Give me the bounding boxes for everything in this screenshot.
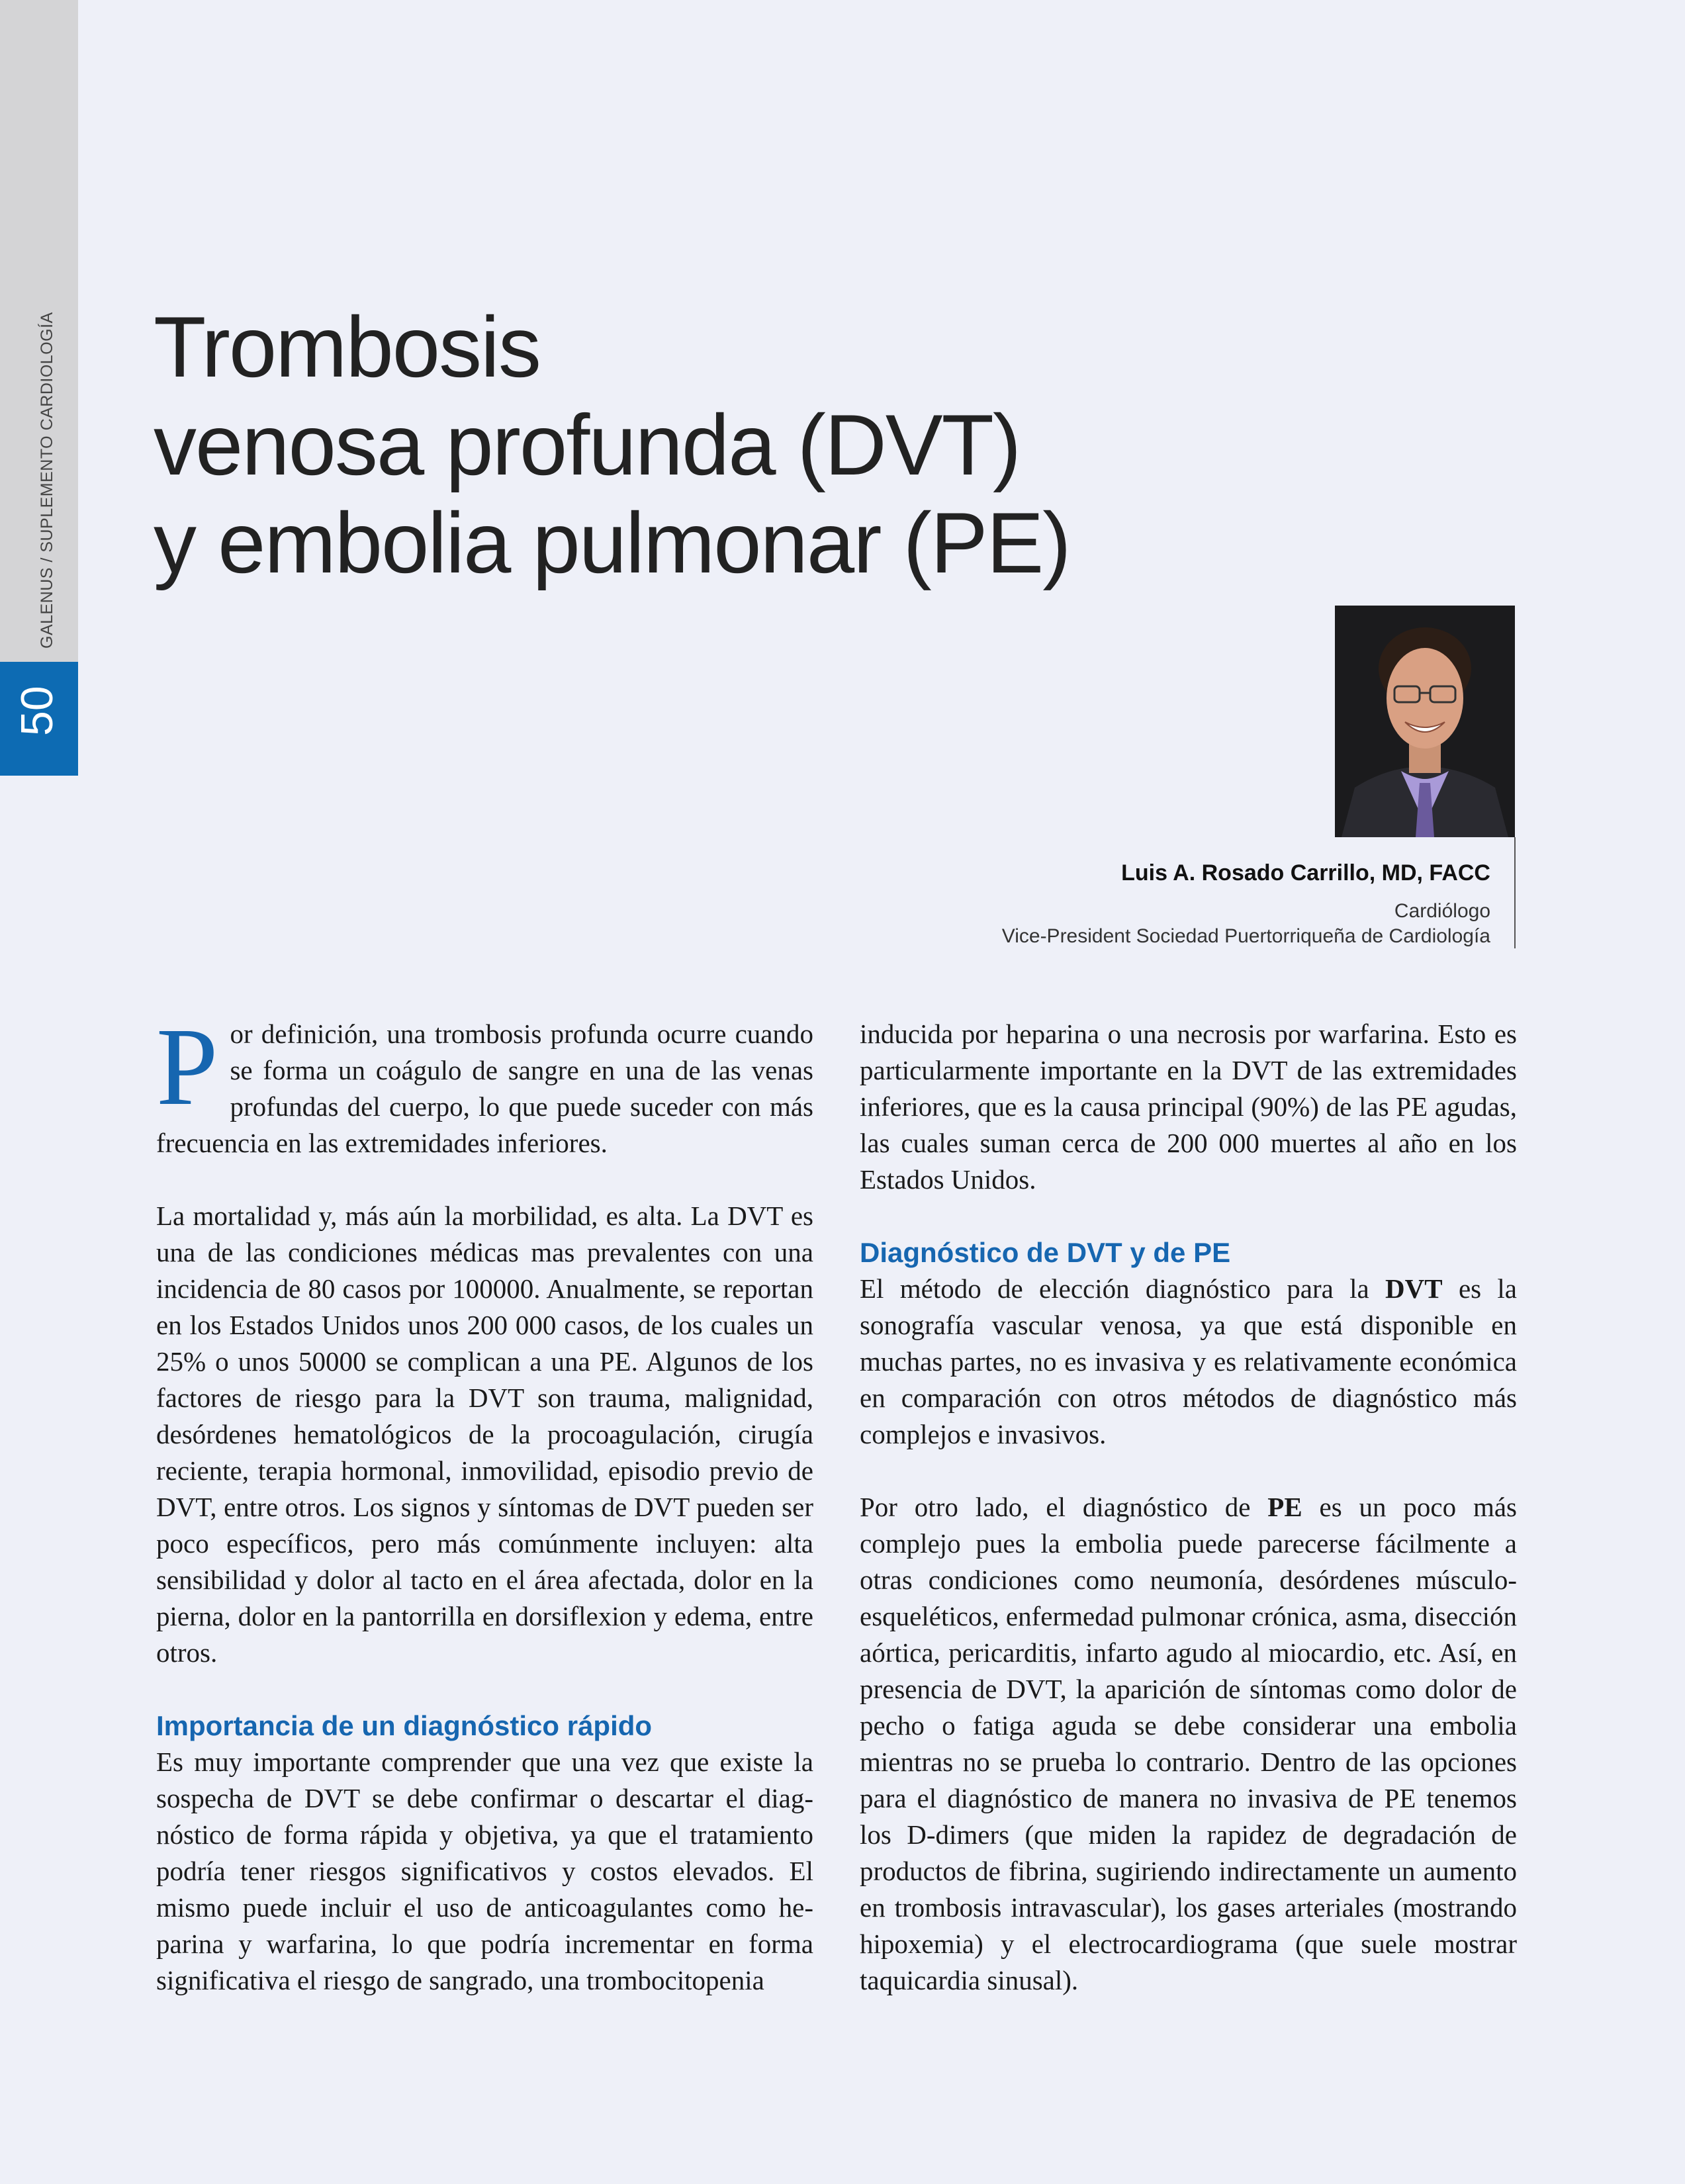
drop-cap: P: [156, 1005, 218, 1128]
author-affiliation: Vice-President Sociedad Puertorriqueña de Cardiología: [1001, 925, 1490, 947]
author-divider: [1514, 837, 1516, 948]
article-title: [154, 298, 1070, 592]
pe-diagnosis-paragraph: Por otro lado, el diagnóstico de PE es un poco más complejo pues la embolia puede parecerse fácilmente a otras condiciones como neumonía, desórdenes músculo-esqueléticos, enfermedad pulmonar crónica, asma, disección aórtica, pericarditis, infarto agudo al miocardio, etc. Así, en presencia de DVT, la aparición de síntomas como dolor de pecho o fatiga aguda se debe considerar una embolia mientras no se prueba lo contrario. Dentro de las opciones para el diagnóstico de manera no invasiva de PE tenemos los D-dimers (que miden la rapidez de degradación de productos de fibrina, sugiriendo indirectamente un aumento en trombosis intravascular), los gases arteriales (mostrando hipoxemia) y el electrocardiograma (que suele mostrar taquicardia sinusal).: [860, 1492, 1517, 1995]
dvt-term: DVT: [1385, 1273, 1443, 1304]
title-line-1: Trombosis: [154, 298, 540, 395]
intro-text: or definición, una trombosis profunda ocurre cuando se forma un coágulo de sangre en una de las venas profundas del cuerpo, lo que puede suceder con más frecuencia en las extremidades inferiores.: [156, 1019, 813, 1158]
title-line-2: venosa profunda (DVT): [154, 396, 1021, 493]
pe-term: PE: [1267, 1492, 1302, 1522]
mortality-paragraph: La mortalidad y, más aún la morbilidad, es alta. La DVT es una de las condiciones médicas mas prevalentes con una incidencia de 80 casos por 100000. Anualmente, se reportan en los Estados Unidos unos 200 000 casos, de los cuales un 25% o unos 50000 se complican a una PE. Algunos de los factores de riesgo para la DVT son trauma, malignidad, desórdenes hematológicos de la procoagulación, cirugía reciente, terapia hormonal, inmovilidad, episodio previo de DVT, entre otros. Los signos y síntomas de DVT pueden ser poco específicos, pero más comúnmente incluyen: alta sensibilidad y dolor al tacto en el área afectada, dolor en la pierna, dolor en la pantorrilla en dorsiflexion y edema, entre otros.: [156, 1201, 813, 1668]
article-column-right: [860, 1016, 1517, 1999]
continuation-paragraph: inducida por heparina o una necrosis por warfarina. Esto es particularmente importante en la DVT de las extremidades inferiores, que es la causa principal (90%) de las PE agudas, las cuales suman cerca de 200 000 muertes al año en los Estados Unidos.: [860, 1019, 1517, 1195]
author-role: Cardiólogo: [1394, 900, 1490, 922]
author-photo: [1335, 606, 1515, 837]
intro-paragraph: [156, 1005, 813, 1161]
running-header: GALENUS / SUPLEMENTO CARDIOLOGÍA: [38, 312, 56, 649]
section-heading-importance: Importancia de un diagnóstico rápido: [156, 1710, 653, 1741]
page-number: 50: [12, 686, 62, 736]
importance-paragraph: Es muy importante comprender que una vez que existe la sospecha de DVT se debe confirmar o descartar el diagnóstico de forma rápida y objetiva, ya que el tratamiento podría tener riesgos significativos y costos elevados. El mismo puede incluir el uso de anticoagulantes como heparina y warfarina, lo que podría incrementar en forma significativa el riesgo de sangrado, una trombocitopenia: [156, 1747, 813, 1995]
dvt-diagnosis-paragraph: El método de elección diagnóstico para la DVT es la sonografía vascular venosa, ya que está disponible en muchas partes, no es invasiva y es relativamente económica en comparación con otros métodos de diagnóstico más complejos e invasivos.: [860, 1273, 1517, 1449]
title-line-3: y embolia pulmonar (PE): [154, 494, 1070, 591]
author-name: Luis A. Rosado Carrillo, MD, FACC: [1121, 860, 1490, 886]
section-heading-diagnosis: Diagnóstico de DVT y de PE: [860, 1237, 1231, 1268]
article-column-left: [156, 1005, 813, 1999]
